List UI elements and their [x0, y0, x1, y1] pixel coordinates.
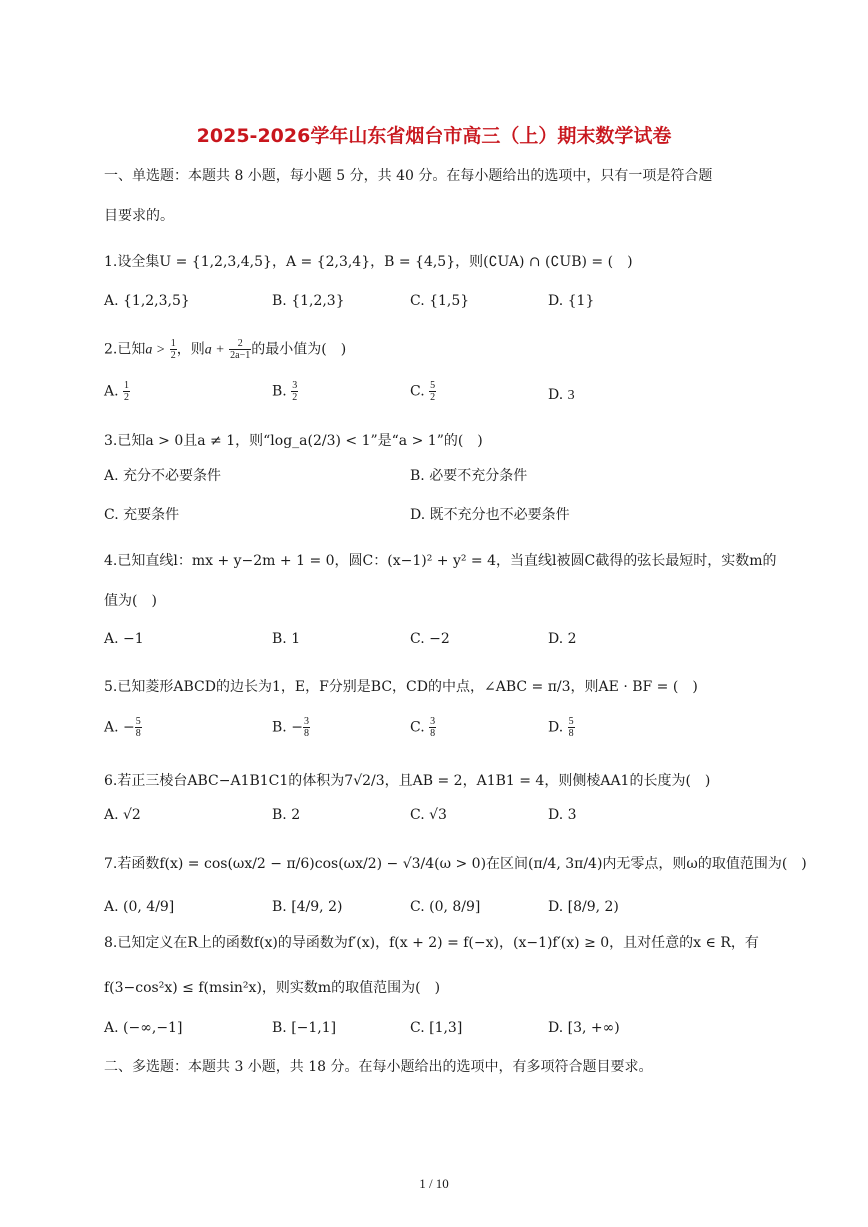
- q4-option-c: C. −2: [410, 631, 450, 647]
- q2-prefix: 2.已知: [104, 341, 146, 358]
- q4-stem-line1: 4.已知直线l：mx + y−2m + 1 = 0，圆C：(x−1)² + y² = 4，当直线l被圆C截得的弦长最短时，实数m的: [104, 553, 777, 569]
- q7-option-c: C. (0, 8/9]: [410, 899, 481, 915]
- q4-option-b: B. 1: [272, 631, 301, 647]
- q2-option-b: B. $\frac{3}{2}$: [272, 380, 298, 403]
- q6-option-a: A. √2: [104, 807, 141, 823]
- q7-option-d: D. [8/9, 2): [548, 899, 619, 915]
- q7-option-a: A. (0, 4/9]: [104, 899, 175, 915]
- q1-option-a: A. {1,2,3,5}: [104, 293, 190, 309]
- page-number: 1 / 10: [419, 1176, 449, 1191]
- q4-option-d: D. 2: [548, 631, 577, 647]
- q8-option-d: D. [3, +∞): [548, 1020, 620, 1036]
- q8-option-a: A. (−∞,−1]: [104, 1020, 183, 1036]
- q5-stem: 5.已知菱形ABCD的边长为1，E，F分别是BC，CD的中点，∠ABC = π/3，则AE · BF = ( ): [104, 679, 698, 695]
- q3-option-a: A. 充分不必要条件: [104, 468, 222, 484]
- q3-option-d: D. 既不充分也不必要条件: [410, 507, 570, 523]
- q2-fraction: [229, 338, 251, 361]
- q2-half-numerator: 1: [170, 338, 176, 349]
- q2-expr: a +: [204, 342, 225, 358]
- q1-option-c: C. {1,5}: [410, 293, 470, 309]
- q6-option-d: D. 3: [548, 807, 577, 823]
- q2-option-d: D. 3: [548, 387, 575, 403]
- q1-stem: 1.设全集U = {1,2,3,4,5}，A = {2,3,4}，B = {4,5}，则(∁UA) ∩ (∁UB) = ( ): [104, 254, 633, 270]
- q2-fraction-numerator: 2: [229, 338, 251, 350]
- section1-heading-line1: 一、单选题：本题共 8 小题，每小题 5 分，共 40 分。在每小题给出的选项中，只有一项是符合题: [104, 168, 713, 184]
- section1-heading-line2: 目要求的。: [104, 208, 174, 224]
- q2-option-c: C. $\frac{5}{2}$: [410, 380, 436, 403]
- q5-option-a: A. − $\frac{5}{8}$: [104, 716, 141, 739]
- q3-stem: 3.已知a > 0且a ≠ 1，则“log_a(2/3) < 1”是“a > 1”的( ): [104, 433, 483, 449]
- q6-option-c: C. √3: [410, 807, 447, 823]
- q2-condition: a >: [145, 342, 166, 358]
- q2-half-fraction: [170, 338, 177, 361]
- q1-option-b: B. {1,2,3}: [272, 293, 345, 309]
- q1-option-d: D. {1}: [548, 293, 595, 309]
- q3-option-b: B. 必要不充分条件: [410, 468, 528, 484]
- q6-stem: 6.若正三棱台ABC−A1B1C1的体积为7√2/3，且AB = 2，A1B1 = 4，则侧棱AA1的长度为( ): [104, 773, 711, 789]
- q5-option-d: D. $\frac{5}{8}$: [548, 716, 574, 739]
- q5-option-b: B. − $\frac{3}{8}$: [272, 716, 309, 739]
- q2-stem: [104, 338, 346, 361]
- q2-mid: ，则: [176, 341, 205, 358]
- q8-stem-line1: 8.已知定义在R上的函数f(x)的导函数为f′(x)，f(x + 2) = f(−x)，(x−1)f′(x) ≥ 0，且对任意的x ∈ R，有: [104, 935, 759, 951]
- q4-stem-line2: 值为( ): [104, 593, 157, 609]
- q8-option-b: B. [−1,1]: [272, 1020, 337, 1036]
- q2-half-denominator: 2: [170, 350, 176, 361]
- q6-option-b: B. 2: [272, 807, 301, 823]
- q5-option-c: C. $\frac{3}{8}$: [410, 716, 436, 739]
- page-title: 2025-2026学年山东省烟台市高三（上）期末数学试卷: [196, 125, 672, 147]
- q8-option-c: C. [1,3]: [410, 1020, 463, 1036]
- q7-option-b: B. [4/9, 2): [272, 899, 343, 915]
- q2-option-a: A. $\frac{1}{2}$: [104, 380, 130, 403]
- q2-fraction-denominator: 2a−1: [230, 350, 251, 361]
- q8-stem-line2: f(3−cos²x) ≤ f(msin²x)，则实数m的取值范围为( ): [104, 980, 441, 996]
- q4-option-a: A. −1: [104, 631, 144, 647]
- q2-suffix: 的最小值为( ): [251, 341, 347, 358]
- q3-option-c: C. 充要条件: [104, 507, 180, 523]
- section2-heading: 二、多选题：本题共 3 小题，共 18 分。在每小题给出的选项中，有多项符合题目要求。: [104, 1059, 653, 1075]
- q7-stem: 7.若函数f(x) = cos(ωx/2 − π/6)cos(ωx/2) − √3/4(ω > 0)在区间(π/4, 3π/4)内无零点，则ω的取值范围为( ): [104, 856, 807, 872]
